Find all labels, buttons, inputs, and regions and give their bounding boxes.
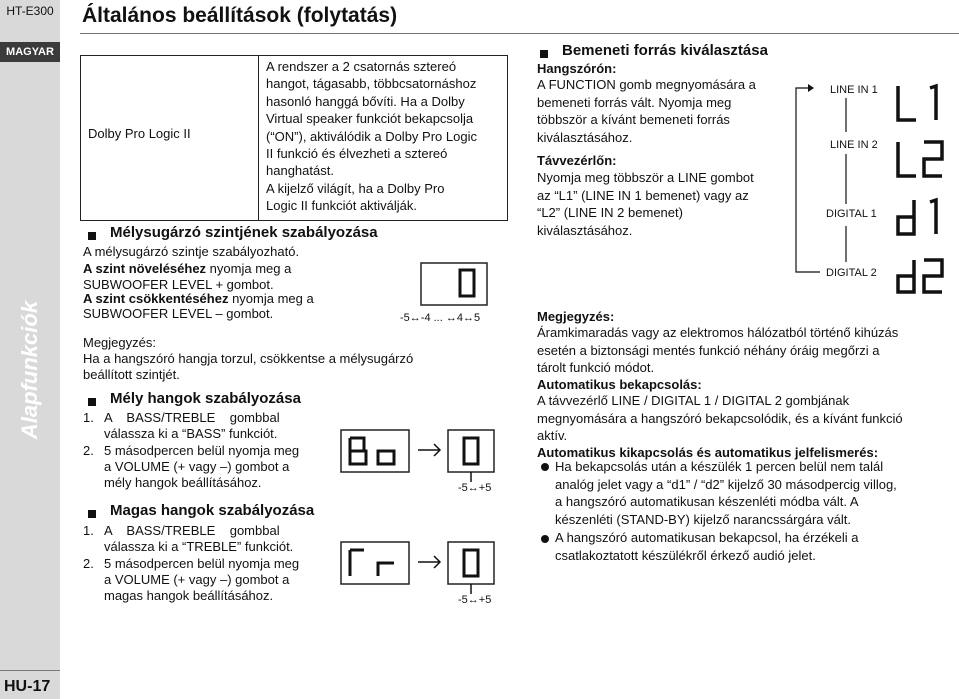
auto-on-text: A távvezérlő LINE / DIGITAL 1 / DIGITAL 2 gombjának megnyomására a hangszóró bekapcsolódik, és a kívánt funkció aktív. — [537, 393, 903, 443]
display-frame — [421, 263, 487, 305]
source-label-1: LINE IN 1 — [830, 84, 878, 96]
input-source-diagram — [790, 76, 959, 296]
display-frame — [448, 542, 494, 584]
treble-step1-num: 1. — [83, 523, 94, 538]
notes-title: Megjegyzés: — [537, 309, 615, 324]
treble-step2-l3: magas hangok beállításához. — [104, 588, 274, 603]
auto-on-title: Automatikus bekapcsolás: — [537, 377, 702, 392]
display-L2 — [898, 142, 942, 176]
arrow-right-icon — [418, 444, 440, 456]
bass-step1-l2: válassza ki a “BASS” funkciót. — [104, 426, 278, 441]
dolby-description: A rendszer a 2 csatornás sztereó hangot, tágasabb, többcsatornáshoz hasonló hanggá bővíti. Ha a Dolby Virtual speaker funkciót bekapcsolja (“ON”), aktiválódik a Dolby Pro Logic II funkció és élvezheti a sztereó hanghatást. A kijelző világít, ha a Dolby Pro Logic II funkciót aktiválják. — [266, 59, 477, 214]
subwoofer-note-line1: Ha a hangszóró hangja torzul, csökkentse a mélysugárzó — [83, 351, 414, 366]
treble-heading: Magas hangok szabályozása — [110, 502, 315, 519]
display-frame — [448, 430, 494, 472]
page-number: HU-17 — [4, 678, 51, 695]
auto-off-bullet-2: A hangszóró automatikusan bekapcsol, ha érzékeli a csatlakoztatott készülékről érkező audió jelet. — [555, 530, 859, 563]
bass-heading: Mély hangok szabályozása — [110, 390, 301, 407]
bass-display-sequence — [340, 428, 500, 488]
display-d1 — [898, 200, 936, 234]
bullet-square — [88, 510, 96, 518]
treble-display-sequence — [340, 540, 500, 600]
subwoofer-range: -5↔-4 ... ↔4↔5 — [400, 312, 481, 324]
section-title-vertical: Alapfunkciók — [17, 300, 43, 440]
display-digit-0 — [464, 550, 478, 576]
bass-step2-num: 2. — [83, 443, 94, 458]
treble-step2-l1: 5 másodpercen belül nyomja meg — [104, 556, 300, 571]
title-divider — [80, 33, 959, 34]
remote-text: Nyomja meg többször a LINE gombot az “L1” (LINE IN 1 bemenet) vagy az “L2” (LINE IN 2 bemenet) kiválasztásához. — [537, 170, 754, 238]
treble-step1-l1: A BASS/TREBLE gombbal — [104, 523, 280, 538]
subwoofer-display — [420, 262, 490, 312]
subwoofer-decrease-2: SUBWOOFER LEVEL – gombot. — [83, 306, 274, 321]
subwoofer-note-title: Megjegyzés: — [83, 335, 156, 350]
bullet-square — [88, 398, 96, 406]
subwoofer-heading: Mélysugárzó szintjének szabályozása — [110, 224, 378, 241]
treble-range: -5↔+5 — [458, 594, 492, 606]
subwoofer-increase-2: SUBWOOFER LEVEL + gombot. — [83, 277, 274, 292]
auto-off-title: Automatikus kikapcsolás és automatikus jelfelismerés: — [537, 445, 879, 460]
bass-range: -5↔+5 — [458, 482, 492, 494]
source-label-3: DIGITAL 1 — [826, 208, 877, 220]
subwoofer-increase: A szint növeléséhez nyomja meg a — [83, 261, 292, 276]
bullet-dot — [541, 535, 549, 543]
dolby-label: Dolby Pro Logic II — [88, 126, 191, 141]
remote-title: Távvezérlőn: — [537, 153, 617, 168]
language-tab: MAGYAR — [0, 42, 60, 62]
bass-step2-l3: mély hangok beállításához. — [104, 475, 262, 490]
display-text-bo — [350, 438, 394, 464]
subwoofer-intro: A mélysugárzó szintje szabályozható. — [83, 244, 300, 259]
sidebar-rule — [0, 670, 60, 671]
speaker-title: Hangszórón: — [537, 61, 617, 76]
input-heading: Bemeneti forrás kiválasztása — [562, 42, 768, 59]
display-digit-0 — [460, 270, 474, 296]
bullet-square — [540, 50, 548, 58]
treble-step2-l2: a VOLUME (+ vagy –) gombot a — [104, 572, 290, 587]
subwoofer-note-line2: beállított szintjét. — [83, 367, 180, 382]
bass-step2-l1: 5 másodpercen belül nyomja meg — [104, 443, 300, 458]
display-d2 — [898, 260, 942, 292]
model-name: HT-E300 — [6, 4, 54, 18]
display-L1 — [898, 86, 936, 120]
display-digit-0 — [464, 438, 478, 464]
page-title: Általános beállítások (folytatás) — [82, 4, 398, 27]
source-label-4: DIGITAL 2 — [826, 267, 877, 279]
subwoofer-decrease: A szint csökkentéséhez nyomja meg a — [83, 291, 314, 306]
speaker-text: A FUNCTION gomb megnyomására a bemeneti forrás vált. Nyomja meg többször a kívánt bemeneti forrás kiválasztásához. — [537, 77, 756, 145]
treble-step2-num: 2. — [83, 556, 94, 571]
treble-step1-l2: válassza ki a “TREBLE” funkciót. — [104, 539, 294, 554]
source-label-2: LINE IN 2 — [830, 139, 878, 151]
arrow-right-icon — [418, 556, 440, 568]
bullet-dot — [541, 463, 549, 471]
auto-off-bullet-1: Ha bekapcsolás után a készülék 1 percen belül nem talál analóg jelet vagy a “d1” / “d2” kijelző 30 másodpercig villog, a hangszóró automatikusan készenléti módba vált. A készenléti (STAND-BY) kijelző narancssárgára vált. — [555, 459, 897, 527]
bullet-square — [88, 232, 96, 240]
bass-step2-l2: a VOLUME (+ vagy –) gombot a — [104, 459, 290, 474]
bass-step1-num: 1. — [83, 410, 94, 425]
bass-step1-l1: A BASS/TREBLE gombbal — [104, 410, 280, 425]
dolby-table-divider — [258, 55, 259, 220]
notes-text: Áramkimaradás vagy az elektromos hálózatból történő kihúzás esetén a biztonsági mentés funkció néhány óráig megőrzi a tárolt funkció módot. — [537, 325, 899, 375]
display-text-tr — [350, 550, 394, 576]
